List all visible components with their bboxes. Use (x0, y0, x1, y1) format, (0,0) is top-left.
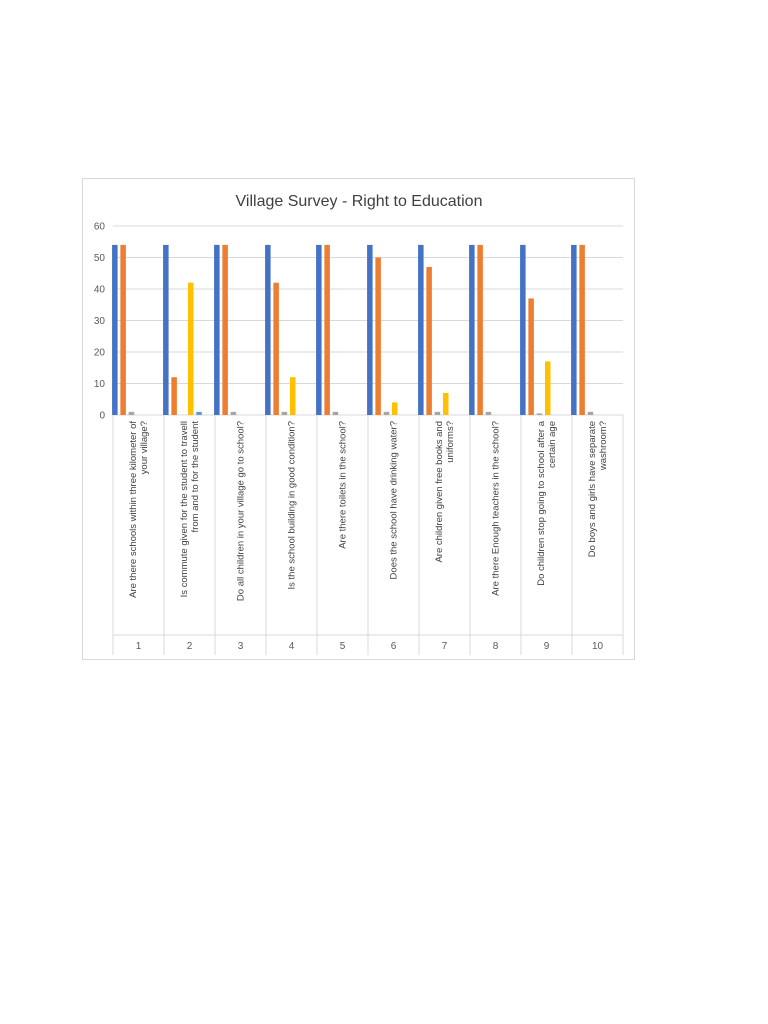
bar (545, 361, 551, 415)
bar (384, 412, 390, 415)
question-label: certain age (547, 421, 558, 469)
bar (367, 245, 373, 415)
y-tick-label: 20 (93, 347, 105, 359)
y-tick-label: 0 (99, 410, 105, 422)
bar (435, 412, 441, 415)
x-axis (113, 415, 623, 655)
category-number: 9 (543, 641, 550, 652)
category-number: 10 (591, 641, 604, 652)
question-label: washroom? (598, 421, 609, 471)
bar (469, 245, 475, 415)
question-label: Are there schools within three kilometer of (128, 421, 139, 598)
bar (375, 258, 381, 416)
question-label: Are there Enough teachers in the school? (490, 421, 502, 596)
bar (188, 283, 194, 415)
y-tick-label: 50 (93, 253, 105, 264)
bar (265, 245, 271, 415)
bar (418, 245, 424, 415)
question-label: Is the school building in good condition? (286, 421, 298, 590)
bar (477, 245, 483, 415)
bar (129, 412, 135, 415)
category-number: 7 (441, 641, 448, 652)
question-label: uniforms? (445, 421, 456, 463)
bar (273, 283, 279, 415)
question-label: Does the school have drinking water? (388, 421, 400, 580)
y-tick-label: 60 (93, 221, 105, 233)
question-label: Do children stop going to school after a (536, 421, 547, 586)
bars (112, 245, 593, 415)
bar (282, 412, 288, 415)
question-label: your village? (139, 421, 150, 475)
bar (171, 377, 177, 415)
bar (426, 267, 432, 415)
chart-title: Village Survey - Right to Education (235, 193, 483, 210)
bar (528, 298, 534, 415)
y-tick-label: 30 (93, 316, 105, 327)
bar (112, 245, 118, 415)
bar (324, 245, 330, 415)
bar (571, 245, 577, 415)
bar (333, 412, 339, 415)
bar (443, 393, 449, 415)
category-number: 8 (492, 641, 499, 652)
chart-container (82, 178, 635, 660)
bar (196, 412, 202, 415)
bar (120, 245, 126, 415)
bar (579, 245, 585, 415)
bar-chart (83, 179, 636, 661)
category-number: 6 (390, 641, 397, 652)
y-tick-label: 10 (93, 379, 105, 390)
category-number: 3 (237, 641, 244, 652)
bar (163, 245, 169, 415)
bar (520, 245, 526, 415)
bar (316, 245, 322, 415)
bar (222, 245, 228, 415)
category-number: 2 (186, 641, 193, 652)
bar (214, 245, 220, 415)
bar (537, 413, 543, 415)
question-label: Do all children in your village go to school? (235, 421, 247, 602)
question-label: Is commute given for the student to travell (179, 421, 190, 598)
question-label: Are children given free books and (434, 421, 445, 563)
question-label: from and to for the student (190, 421, 201, 533)
bar (231, 412, 237, 415)
question-label: Are there toilets in the school? (337, 421, 349, 549)
category-number: 5 (339, 641, 346, 652)
bar (392, 402, 398, 415)
question-label: Do boys and girls have separate (587, 421, 598, 558)
bar (486, 412, 492, 415)
category-number: 4 (288, 641, 295, 652)
bar (290, 377, 296, 415)
y-tick-label: 40 (93, 284, 105, 296)
category-number: 1 (135, 641, 142, 652)
bar (588, 412, 594, 415)
y-axis (94, 222, 106, 422)
